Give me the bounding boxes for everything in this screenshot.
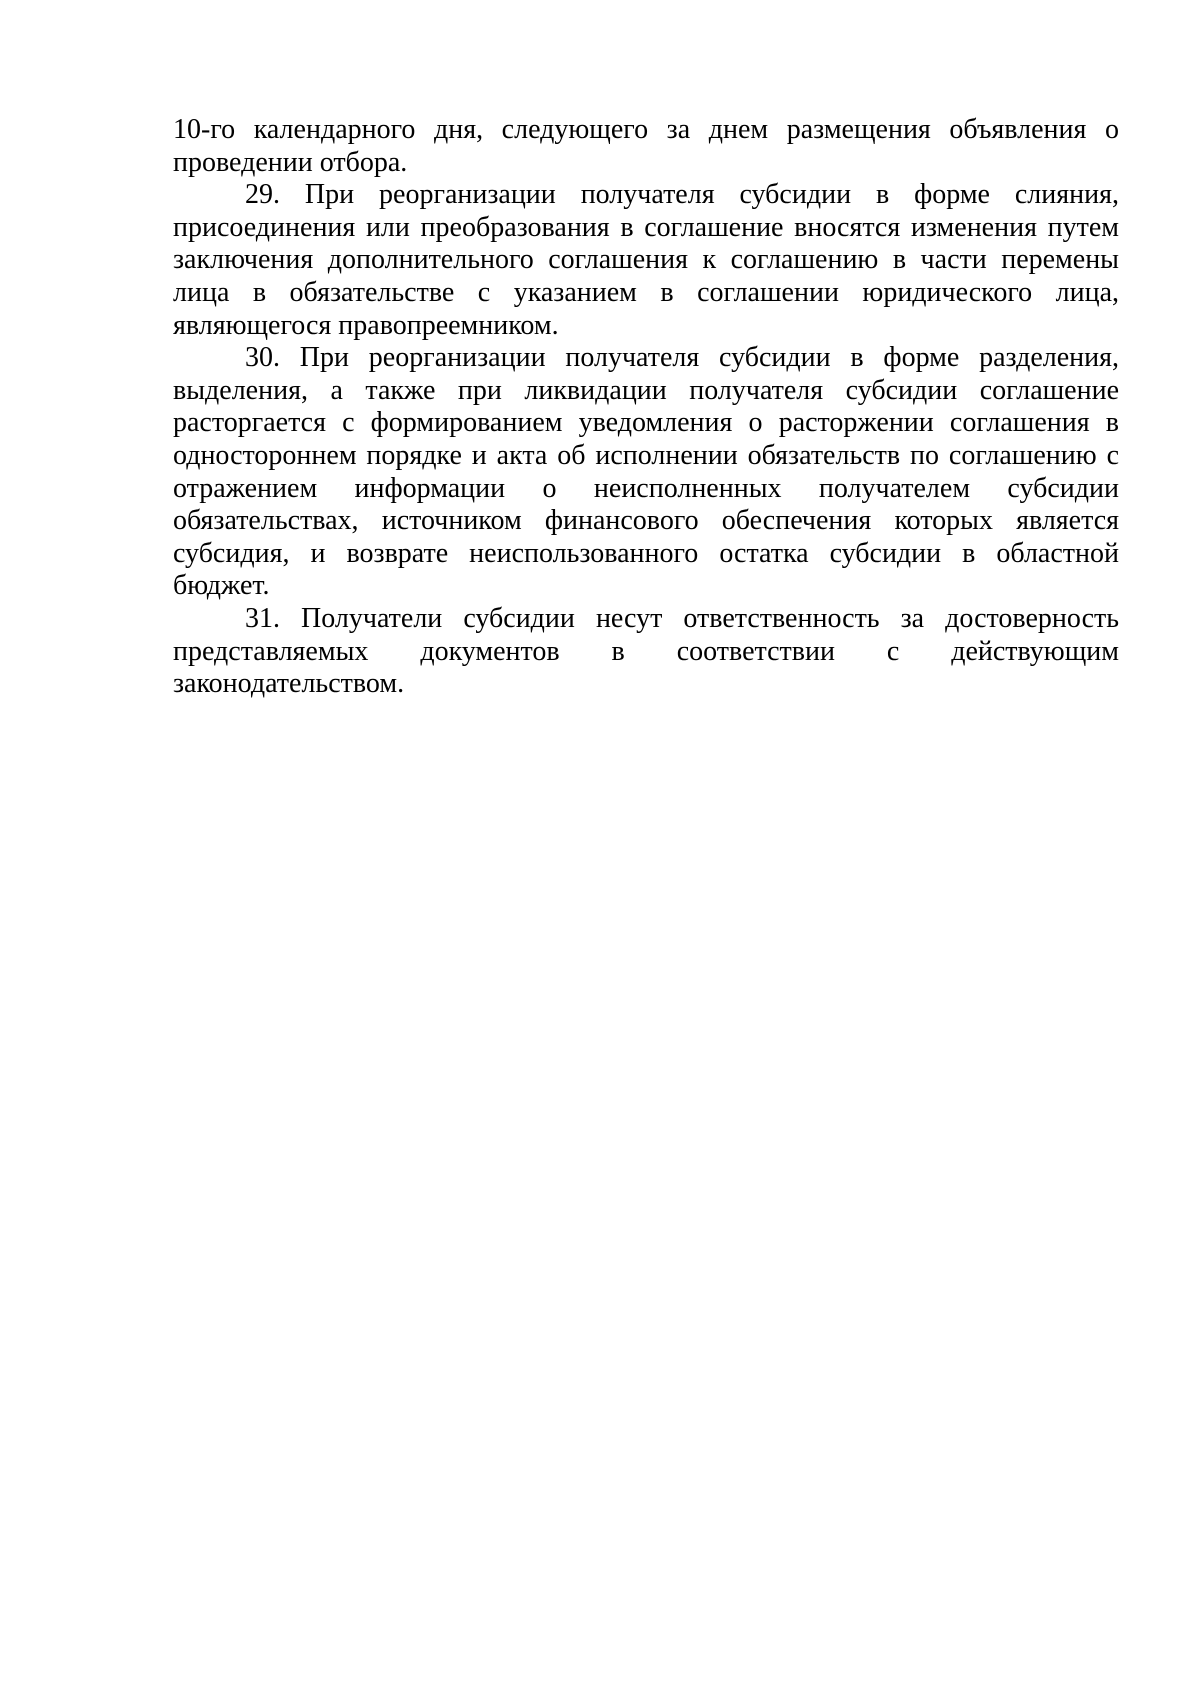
paragraph-31: 31. Получатели субсидии несут ответственность за достоверность представляемых документов в соответствии с действующим законодательством. bbox=[173, 602, 1119, 700]
document-body bbox=[173, 114, 1119, 701]
paragraph-continuation: 10-го календарного дня, следующего за днем размещения объявления о проведении отбора. bbox=[173, 114, 1119, 178]
paragraph-29: 29. При реорганизации получателя субсидии в форме слияния, присоединения или преобразования в соглашение вносятся изменения путем заключения дополнительного соглашения к соглашению в части перемены лица в обязательстве с указанием в соглашении юридического лица, являющегося правопреемником. bbox=[173, 179, 1119, 341]
paragraph-30: 30. При реорганизации получателя субсидии в форме разделения, выделения, а также при ликвидации получателя субсидии соглашение расторгается с формированием уведомления о расторжении соглашения в одностороннем порядке и акта об исполнении обязательств по соглашению с отражением информации о неисполненных получателем субсидии обязательствах, источником финансового обеспечения которых является субсидия, и возврате неиспользованного остатка субсидии в областной бюджет. bbox=[173, 342, 1119, 602]
